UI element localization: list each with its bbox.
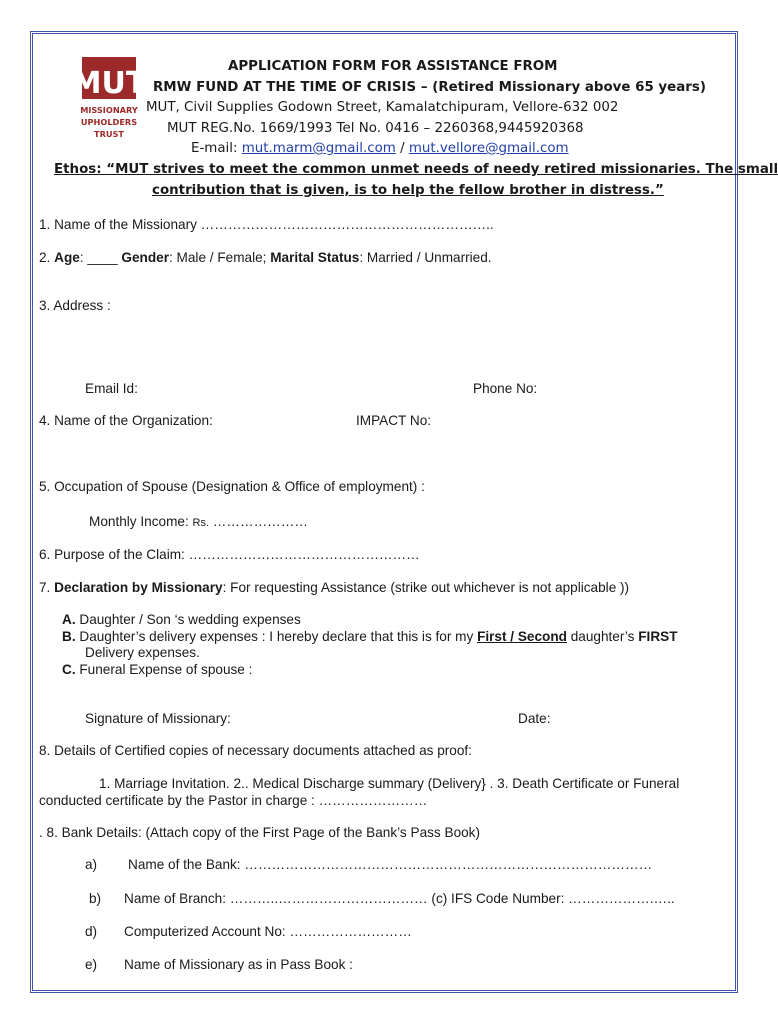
logo-line2: UPHOLDERS bbox=[80, 117, 138, 127]
email-separator: / bbox=[395, 141, 409, 156]
field-missionary-name: 1. Name of the Missionary ……………………………………………………….. bbox=[39, 217, 494, 232]
declaration-heading: Declaration by Missionary bbox=[54, 580, 223, 595]
age-blank: : ____ bbox=[79, 250, 122, 265]
field-address: 3. Address : bbox=[39, 298, 111, 313]
logo-big-text: MUT bbox=[71, 66, 147, 101]
org-email-line bbox=[191, 141, 569, 156]
form-title-line1: APPLICATION FORM FOR ASSISTANCE FROM bbox=[228, 59, 558, 74]
logo-line3: TRUST bbox=[93, 129, 125, 139]
option-b-choice: First / Second bbox=[477, 629, 567, 644]
option-b-line2: Delivery expenses. bbox=[85, 645, 200, 660]
field-branch-ifsc: Name of Branch: ………..…………………………… (c) IFS Code Number: ……………….….. bbox=[124, 891, 675, 906]
field-age-gender-marital bbox=[39, 250, 492, 265]
gender-options: : Male / Female; bbox=[168, 250, 271, 265]
income-blank: ………………… bbox=[209, 514, 308, 529]
option-a-text: Daughter / Son ‘s wedding expenses bbox=[75, 612, 301, 627]
field-account-no: Computerized Account No: ……………………… bbox=[124, 924, 412, 939]
bank-b-label: b) bbox=[89, 891, 102, 906]
email-link-vellore[interactable]: mut.vellore@gmail.com bbox=[408, 141, 569, 156]
org-registration: MUT REG.No. 1669/1993 Tel No. 0416 – 2260368,9445920368 bbox=[167, 121, 584, 136]
gender-label: Gender bbox=[121, 250, 169, 265]
section-documents: 8. Details of Certified copies of necessary documents attached as proof: bbox=[39, 743, 472, 758]
income-currency: Rs. bbox=[192, 517, 210, 529]
q7-number: 7. bbox=[39, 580, 55, 595]
option-b-text2: daughter’s bbox=[566, 629, 639, 644]
option-b-text: Daughter’s delivery expenses : I hereby declare that this is for my bbox=[75, 629, 478, 644]
bank-a-label: a) bbox=[85, 857, 98, 872]
option-b-first: FIRST bbox=[638, 629, 678, 644]
form-title-line2: RMW FUND AT THE TIME OF CRISIS – (Retired Missionary above 65 years) bbox=[153, 80, 706, 95]
documents-line2: conducted certificate by the Pastor in charge : …………………… bbox=[39, 793, 428, 808]
mut-logo bbox=[71, 57, 147, 145]
bank-d-label: d) bbox=[85, 924, 98, 939]
email-label: E-mail: bbox=[191, 141, 242, 156]
field-spouse-occupation: 5. Occupation of Spouse (Designation & Office of employment) : bbox=[39, 479, 425, 494]
field-email-id: Email Id: bbox=[85, 381, 138, 396]
section-bank-details: . 8. Bank Details: (Attach copy of the First Page of the Bank’s Pass Book) bbox=[39, 825, 481, 840]
income-label: Monthly Income: bbox=[89, 514, 193, 529]
field-claim-purpose: 6. Purpose of the Claim: …………………………………………… bbox=[39, 547, 420, 562]
option-c bbox=[62, 662, 252, 677]
option-c-text: Funeral Expense of spouse : bbox=[75, 662, 253, 677]
marital-status-options: : Married / Unmarried. bbox=[359, 250, 492, 265]
field-bank-name: Name of the Bank: ……………………………………………………………………………… bbox=[128, 857, 653, 872]
age-label: Age bbox=[54, 250, 80, 265]
documents-line1: 1. Marriage Invitation. 2.. Medical Discharge summary (Delivery} . 3. Death Certificate or Funeral bbox=[99, 776, 680, 791]
field-organization: 4. Name of the Organization: bbox=[39, 413, 213, 428]
field-signature: Signature of Missionary: bbox=[85, 711, 231, 726]
option-b-label: B. bbox=[62, 629, 76, 644]
org-address: MUT, Civil Supplies Godown Street, Kamalatchipuram, Vellore-632 002 bbox=[146, 100, 619, 115]
ethos-line1: Ethos: “MUT strives to meet the common unmet needs of needy retired missionaries. The small bbox=[54, 162, 778, 177]
option-a bbox=[62, 612, 301, 627]
email-link-marm[interactable]: mut.marm@gmail.com bbox=[241, 141, 396, 156]
field-impact-no: IMPACT No: bbox=[356, 413, 432, 428]
section-declaration bbox=[39, 580, 629, 595]
field-monthly-income bbox=[89, 514, 308, 529]
option-c-label: C. bbox=[62, 662, 76, 677]
field-passbook-name: Name of Missionary as in Pass Book : bbox=[124, 957, 353, 972]
marital-status-label: Marital Status bbox=[270, 250, 360, 265]
field-phone-no: Phone No: bbox=[473, 381, 538, 396]
option-a-label: A. bbox=[62, 612, 76, 627]
bank-e-label: e) bbox=[85, 957, 98, 972]
declaration-instruction: : For requesting Assistance (strike out whichever is not applicable )) bbox=[222, 580, 630, 595]
ethos-line2: contribution that is given, is to help the fellow brother in distress.” bbox=[152, 183, 664, 198]
field-date: Date: bbox=[518, 711, 551, 726]
q2-number: 2. bbox=[39, 250, 55, 265]
logo-line1: MISSIONARY bbox=[80, 105, 138, 115]
option-b bbox=[62, 629, 678, 644]
